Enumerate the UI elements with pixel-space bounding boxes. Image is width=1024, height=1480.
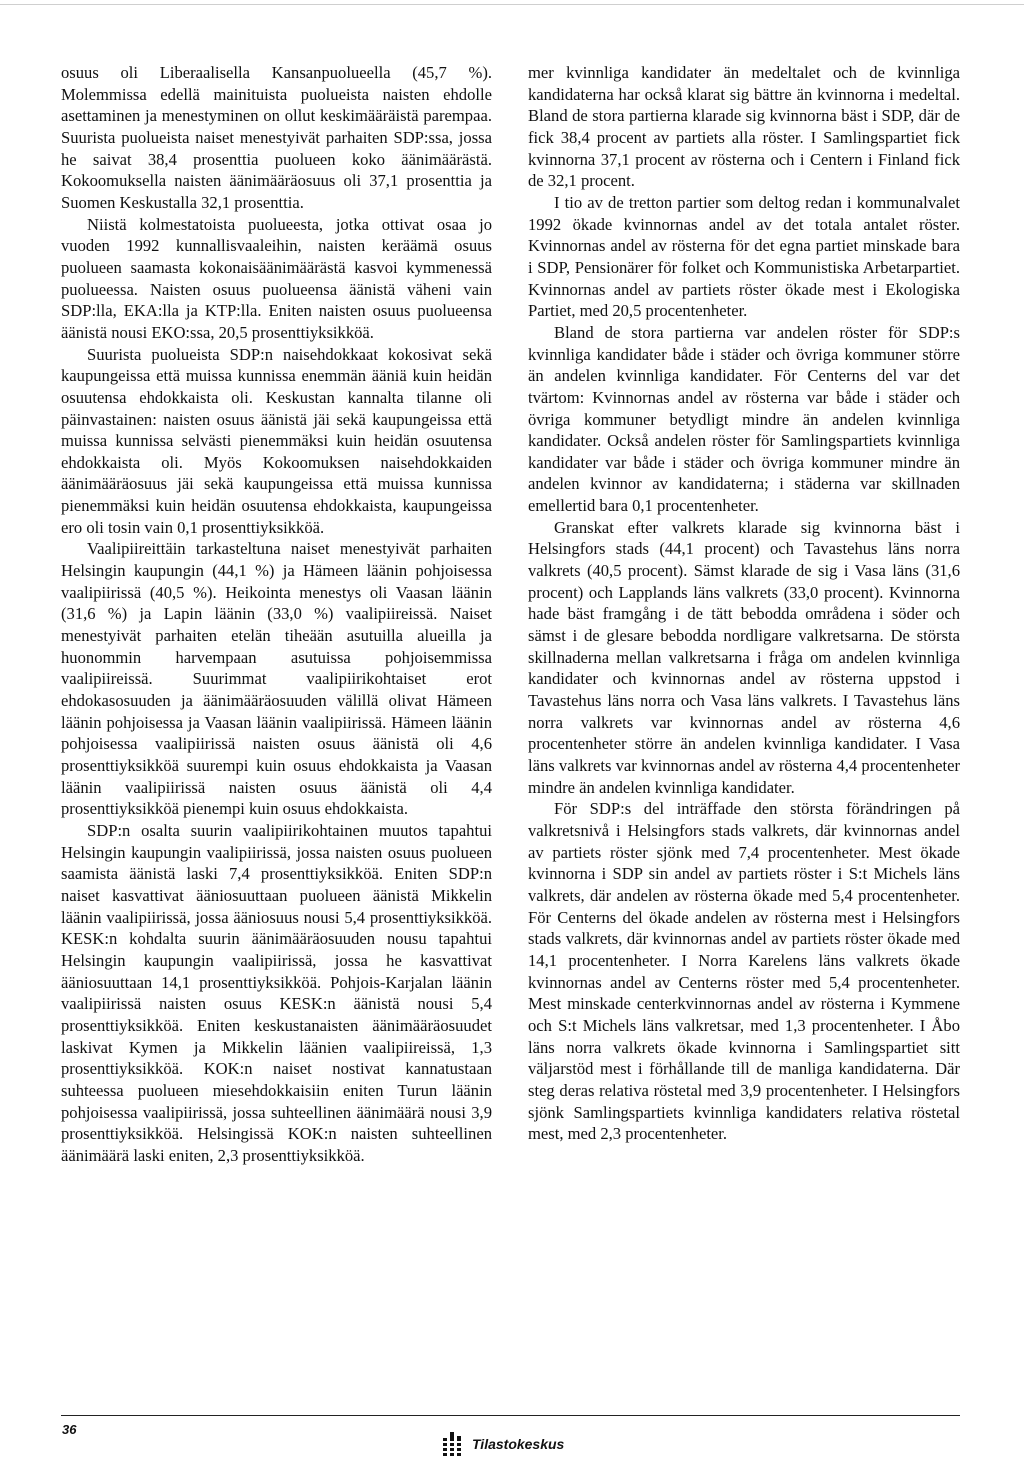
paragraph: Bland de stora partierna var andelen röster för SDP:s kvinnliga kandidater både i städer och övriga kommuner större än andelen kvinnliga kandidater. För Centerns del var det tvärtom: Kvinnornas andel av rösterna var både i städer och övriga kommuner betydligt mindre än andelen kvinnliga kandidater. Också andelen röster för Samlingspartiets kvinnliga kandidater var både i städer och övriga kommuner mindre än andelen kvinnor av kandidaterna; i städerna var skillnaden emellertid bara 0,1 procentenheter. <box>528 322 960 516</box>
paragraph: Vaalipiireittäin tarkasteltuna naiset menestyivät parhaiten Helsingin kaupungin (44,1 %) ja Hämeen läänin pohjoisessa vaalipiirissä (40,5 %). Heikointa menestys oli Vaasan läänin (31,6 %) ja Lapin läänin (33,0 %) vaalipiireissä. Naiset menestyivät parhaiten etelän tiheään asutuilla alueilla ja huonommin harvempaan asutuissa pohjoisemmissa vaalipiireissä. Suurimmat vaalipiirikohtaiset erot ehdokasosuuden ja äänimääräosuuden välillä olivat Hämeen läänin pohjoisessa ja Vaasan läänin vaalipiirissä. Hämeen läänin pohjoisessa vaalipiirissä naisten osuus äänistä oli 4,6 prosenttiyksikköä suurempi kuin osuus ehdokkaista ja Vaasan läänin vaalipiirissä naisten osuus äänistä oli 4,4 prosenttiyksikköä pienempi kuin osuus ehdokkaista. <box>61 539 492 819</box>
statistics-finland-logo-icon <box>440 1432 466 1456</box>
paragraph: Niistä kolmestatoista puolueesta, jotka ottivat osaa jo vuoden 1992 kunnallisvaaleihin, naisten keräämä osuus puolueen saamasta kokonaisäänimäärästä kasvoi kymmenessä puolueessa. Naisten osuus puolueensa äänistä väheni vain SDP:lla, EKA:lla ja KTP:lla. Eniten naisten osuus puolueensa äänistä nousi EKO:ssa, 20,5 prosenttiyksikköä. <box>61 214 492 342</box>
paragraph: osuus oli Liberaalisella Kansanpuolueella (45,7 %). Molemmissa edellä mainituista puolueista naisten ehdolle asettaminen ja menestyminen on ollut keskimääräistä parempaa. Suurista puolueista naiset menestyivät parhaiten SDP:ssa, jossa he saivat 38,4 prosenttia puolueen koko äänimäärästä. Kokoomuksella naisten äänimääräosuus oli 37,1 prosenttia ja Suomen Keskustalla 32,1 prosenttia. <box>61 63 492 212</box>
top-rule <box>0 4 1024 5</box>
paragraph: Suurista puolueista SDP:n naisehdokkaat kokosivat sekä kaupungeissa että muissa kunnissa enemmän ääniä kuin heidän osuutensa ehdokkaista oli. Keskustan kannalta tilanne oli päinvastainen: naisten osuus äänistä jäi sekä kaupungeissa että muissa kunnissa selvästi pienemmäksi kuin heidän osuutensa ehdokkaista oli. Myös Kokoomuksen naisehdokkaiden äänimääräosuus jäi sekä kaupungeissa että muissa kunnissa pienemmäksi kuin heidän osuutensa ehdokkaista, kaupungeissa ero oli tosin vain 0,1 prosenttiyksikköä. <box>61 344 492 537</box>
publisher-name: Tilastokeskus <box>472 1436 565 1452</box>
footer-rule <box>61 1415 960 1416</box>
page-number: 36 <box>62 1422 77 1437</box>
paragraph: SDP:n osalta suurin vaalipiirikohtainen muutos tapahtui Helsingin kaupungin vaalipiirissä, jossa naisten osuus puolueen saamista äänistä laski 7,4 prosenttiyksikköä. Eniten SDP:n naiset kasvattivat ääniosuuttaan puolueen äänistä Mikkelin läänin vaalipiirissä, jossa ääniosuus nousi 5,4 prosenttiyksikköä. KESK:n kohdalta suurin äänimääräosuuden nousu tapahtui Helsingin kaupungin vaalipiirissä, jossa he kasvattivat ääniosuuttaan 14,1 prosenttiyksikköä. Pohjois-Karjalan läänin vaalipiirissä naisten osuus KESK:n äänistä nousi 5,4 prosenttiyksikköä. Eniten keskustanaisten äänimääräosuudet laskivat Kymen ja Mikkelin läänien vaalipiireissä, 1,3 prosenttiyksikköä. KOK:n naiset nostivat kannatustaan suhteessa puolueen miesehdokkaisiin eniten Turun läänin pohjoisessa vaalipiirissä, jossa suhteellinen äänimäärä nousi 3,9 prosenttiyksikköä. Helsingissä KOK:n naisten suhteellinen äänimäärä laski eniten, 2,3 prosenttiyksikköä. <box>61 820 492 1165</box>
paragraph: Granskat efter valkrets klarade sig kvinnorna bäst i Helsingfors stads (44,1 procent) och Tavastehus läns norra valkrets (40,5 procent). Sämst klarade de sig i Vasa läns (31,6 procent) och Lapplands läns valkrets (33,0 procent). Kvinnorna hade bäst framgång i de tätt bebodda områdena i söder och sämst i de glesare bebodda nordligare valkretsarna. De största skillnaderna mellan valkretsarna i fråga om andelen kvinnliga kandidater och kvinnornas andel av rösterna uppstod i Tavastehus läns norra och Vasa läns valkrets. I Tavastehus läns norra valkrets var kvinnornas andel av rösterna 4,6 procentenheter större än andelen kvinnliga kandidater. I Vasa läns valkrets var kvinnornas andel av rösterna 4,4 procentenheter mindre än andelen kvinnliga kandidater. <box>528 517 960 797</box>
paragraph: För SDP:s del inträffade den största förändringen på valkretsnivå i Helsingfors stads valkrets, där kvinnornas andel av partiets röster sjönk med 7,4 procentenheter. Mest ökade kvinnorna i SDP sin andel av partiets röster i S:t Michels läns valkrets, där andelen av rösterna ökade med 5,4 procentenheter. För Centerns del ökade andelen av rösterna mest i Helsingfors stads valkrets, där kvinnornas andel av partiets röster ökade med 14,1 procentenheter. I Norra Karelens läns valkrets ökade kvinnornas andel av Centerns röster med 5,4 procentenheter. Mest minskade centerkvinnornas andel av rösterna i Kymmene och S:t Michels läns valkretsar, med 1,3 procentenheter. I Åbo läns norra valkrets ökade kvinnorna i Samlingspartiet sitt väljarstöd mest i förhållande till de manliga kandidaterna. Där steg deras relativa röstetal med 3,9 procentenheter. I Helsingfors sjönk Samlingspartiets kvinnliga kandidaters relativa röstetal mest, med 2,3 procentenheter. <box>528 799 960 1144</box>
publisher-logo <box>440 1432 564 1456</box>
left-column-finnish <box>61 62 492 1166</box>
paragraph: I tio av de tretton partier som deltog redan i kommunalvalet 1992 ökade kvinnornas andel av det totala antalet röster. Kvinnornas andel av rösterna för det egna partiet minskade bara i SDP, Pensionärer för folket och Kommunistiska Arbetarpartiet. Kvinnornas andel av partiets röster ökade mest i Ekologiska Partiet, med 20,5 procentenheter. <box>528 192 960 321</box>
paragraph: mer kvinnliga kandidater än medeltalet och de kvinnliga kandidaterna har också klarat sig bättre än kvinnorna i medeltal. Bland de stora partierna klarade sig kvinnorna bäst i SDP, där de fick 38,4 procent av partiets alla röster. I Samlingspartiet fick kvinnorna 37,1 procent av rösterna och i Centern i Finland fick de 32,1 procent. <box>528 63 960 191</box>
right-column-swedish <box>528 62 960 1145</box>
